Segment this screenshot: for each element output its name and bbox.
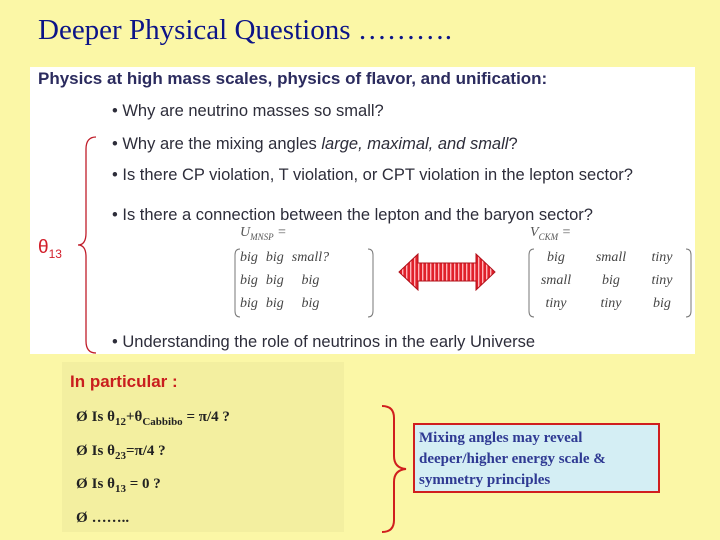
theta-symbol: θ bbox=[38, 237, 49, 258]
matrix-cell: big bbox=[240, 272, 258, 288]
q-text: Is θ bbox=[91, 476, 115, 492]
right-brace bbox=[380, 404, 410, 534]
matrix-cell: big bbox=[265, 295, 284, 311]
arrow-bullet-icon: Ø bbox=[76, 476, 88, 492]
q-mid: +θ bbox=[125, 409, 143, 425]
matrix-cell: big bbox=[240, 295, 258, 311]
bullet-text-end: ? bbox=[508, 135, 518, 153]
matrix-cell: small? bbox=[291, 249, 330, 265]
q-sub: 23 bbox=[114, 450, 126, 462]
bullet-text: • Why are the mixing angles bbox=[112, 135, 322, 153]
arrow-bullet-icon: Ø bbox=[76, 409, 88, 425]
arrow-bullet-icon: Ø bbox=[76, 443, 88, 459]
ckm-subscript: CKM bbox=[538, 231, 559, 242]
question-ellipsis bbox=[76, 510, 129, 527]
bullet-neutrino-masses: • Why are neutrino masses so small? bbox=[112, 102, 384, 120]
mnsp-label bbox=[240, 225, 287, 242]
q-end: =π/4 ? bbox=[125, 443, 166, 459]
bullet-emphasis: large, maximal, and small bbox=[321, 135, 509, 153]
matrix-cell: small bbox=[595, 249, 627, 265]
question-theta13 bbox=[76, 476, 161, 495]
panel-heading: Physics at high mass scales, physics of flavor, and unification: bbox=[38, 69, 548, 88]
q-text: Is θ bbox=[91, 443, 115, 459]
mnsp-symbol: U bbox=[240, 225, 251, 240]
mnsp-equals: = bbox=[273, 225, 287, 240]
q-end: = π/4 ? bbox=[182, 409, 230, 425]
ckm-brackets bbox=[528, 247, 692, 319]
bullet-mixing-angles bbox=[112, 135, 518, 154]
theta13-label bbox=[38, 237, 62, 261]
ckm-equals: = bbox=[558, 225, 572, 240]
matrix-cell: tiny bbox=[651, 249, 673, 265]
q-text: …….. bbox=[91, 510, 130, 526]
question-theta23 bbox=[76, 443, 166, 462]
slide-title: Deeper Physical Questions ………. bbox=[38, 14, 452, 46]
matrix-cell: tiny bbox=[651, 272, 673, 288]
double-arrow-icon bbox=[398, 253, 496, 291]
matrix-cell: big bbox=[653, 295, 671, 311]
bullet-lepton-baryon: • Is there a connection between the lepton and the baryon sector? bbox=[112, 206, 593, 224]
mnsp-subscript: MNSP bbox=[250, 231, 274, 242]
questions-panel bbox=[30, 67, 695, 354]
matrix-cell: big bbox=[301, 272, 320, 288]
matrix-cell: big bbox=[602, 272, 620, 288]
matrix-cell: big bbox=[301, 295, 320, 311]
matrix-cell: big bbox=[265, 249, 284, 265]
matrix-cell: big bbox=[265, 272, 284, 288]
left-brace bbox=[76, 135, 100, 355]
q-text: Is θ bbox=[91, 409, 115, 425]
question-theta12 bbox=[76, 409, 230, 428]
mixing-angles-note: Mixing angles may reveal deeper/higher energy scale & symmetry principles bbox=[413, 423, 660, 493]
bullet-early-universe: • Understanding the role of neutrinos in the early Universe bbox=[112, 333, 536, 351]
ckm-symbol: V bbox=[530, 225, 539, 240]
matrix-cell: small bbox=[540, 272, 572, 288]
q-sub: Cabbibo bbox=[142, 416, 183, 428]
matrix-cell: big bbox=[240, 249, 258, 265]
in-particular-heading: In particular : bbox=[70, 372, 178, 391]
arrow-bullet-icon: Ø bbox=[76, 510, 88, 526]
q-sub: 13 bbox=[114, 483, 126, 495]
matrix-cell: tiny bbox=[545, 295, 567, 311]
mnsp-brackets bbox=[234, 247, 374, 319]
matrix-cell: big bbox=[547, 249, 565, 265]
theta-subscript: 13 bbox=[48, 246, 62, 261]
matrix-cell: tiny bbox=[600, 295, 622, 311]
ckm-label bbox=[530, 225, 571, 242]
bullet-cp-violation: • Is there CP violation, T violation, or CPT violation in the lepton sector? bbox=[112, 166, 633, 184]
q-end: = 0 ? bbox=[125, 476, 161, 492]
q-sub: 12 bbox=[114, 416, 126, 428]
